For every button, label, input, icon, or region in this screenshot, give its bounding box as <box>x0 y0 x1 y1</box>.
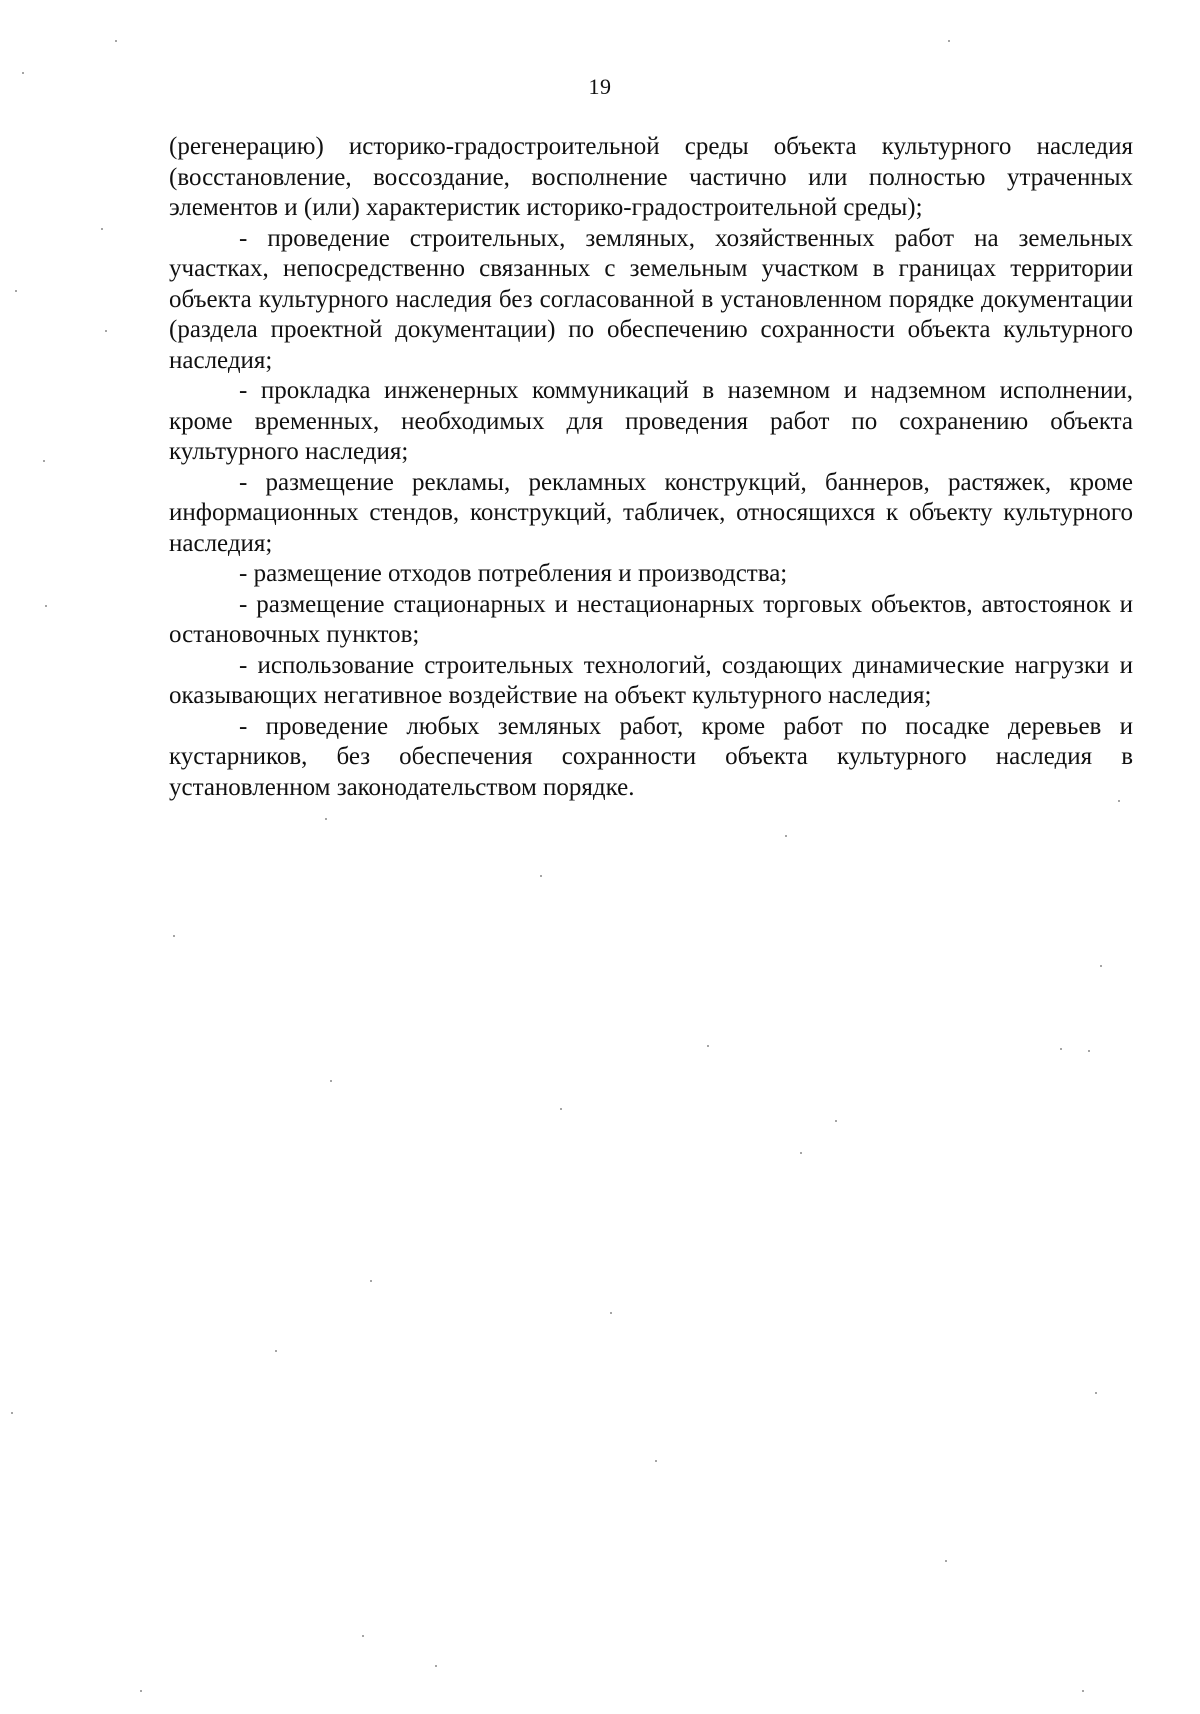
list-item-construction-works: - проведение строительных, земляных, хозяйственных работ на земельных участках, непосредственно связанных с земельным участком в границах территории объекта культурного наследия без согласованной в установленном порядке документации (раздела проектной документации) по обеспечению сохранности объекта культурного наследия; <box>169 224 1133 374</box>
scan-speck <box>140 1690 142 1692</box>
scan-speck <box>1100 965 1102 967</box>
scan-speck <box>1082 1690 1084 1692</box>
scan-speck <box>1060 1048 1062 1050</box>
list-item-earthworks: - проведение любых земляных работ, кроме работ по посадке деревьев и кустарников, без обеспечения сохранности объекта культурного наследия в установленном законодательством порядке. <box>169 712 1133 801</box>
scan-speck <box>560 1108 562 1110</box>
scan-speck <box>1095 1392 1097 1394</box>
scan-speck <box>610 1312 612 1314</box>
scan-speck <box>11 1412 13 1414</box>
scan-speck <box>330 1080 332 1082</box>
scan-speck <box>835 1120 837 1122</box>
scan-speck <box>105 330 107 332</box>
scan-speck <box>1088 1050 1090 1052</box>
scan-speck <box>15 290 17 292</box>
scan-speck <box>948 40 950 42</box>
list-item-waste: - размещение отходов потребления и производства; <box>239 560 788 587</box>
scan-speck <box>1118 800 1120 802</box>
scan-speck <box>173 935 175 937</box>
list-item-advertising: - размещение рекламы, рекламных конструкций, баннеров, растяжек, кроме информационных стендов, конструкций, табличек, относящихся к объекту культурного наследия; <box>169 468 1133 557</box>
body-text <box>169 132 1133 803</box>
list-item-utility-lines: - прокладка инженерных коммуникаций в наземном и надземном исполнении, кроме временных, необходимых для проведения работ по сохранению объекта культурного наследия; <box>169 377 1133 465</box>
scan-speck <box>707 1045 709 1047</box>
scan-speck <box>370 1280 372 1282</box>
paragraph-continuation: (регенерацию) историко-градостроительной среды объекта культурного наследия (восстановление, воссоздание, восполнение частично или полностью утраченных элементов и (или) характеристик историко-градостроительной среды); <box>169 133 1133 221</box>
page-number: 19 <box>588 74 612 99</box>
scan-speck <box>22 72 24 74</box>
scan-speck <box>45 605 47 607</box>
scan-speck <box>785 835 787 837</box>
scan-speck <box>945 1560 947 1562</box>
scan-speck <box>800 1152 802 1154</box>
scan-speck <box>325 818 327 820</box>
scan-speck <box>435 1665 437 1667</box>
scan-speck <box>275 1350 277 1352</box>
scan-speck <box>540 875 542 877</box>
list-item-construction-tech: - использование строительных технологий, создающих динамические нагрузки и оказывающих негативное воздействие на объект культурного наследия; <box>169 651 1133 709</box>
scan-speck <box>362 1635 364 1637</box>
scan-speck <box>655 1460 657 1462</box>
scan-speck <box>115 40 117 42</box>
scan-speck <box>101 228 103 230</box>
list-item-trade-objects: - размещение стационарных и нестационарных торговых объектов, автостоянок и остановочных пунктов; <box>169 590 1133 648</box>
scan-speck <box>43 460 45 462</box>
